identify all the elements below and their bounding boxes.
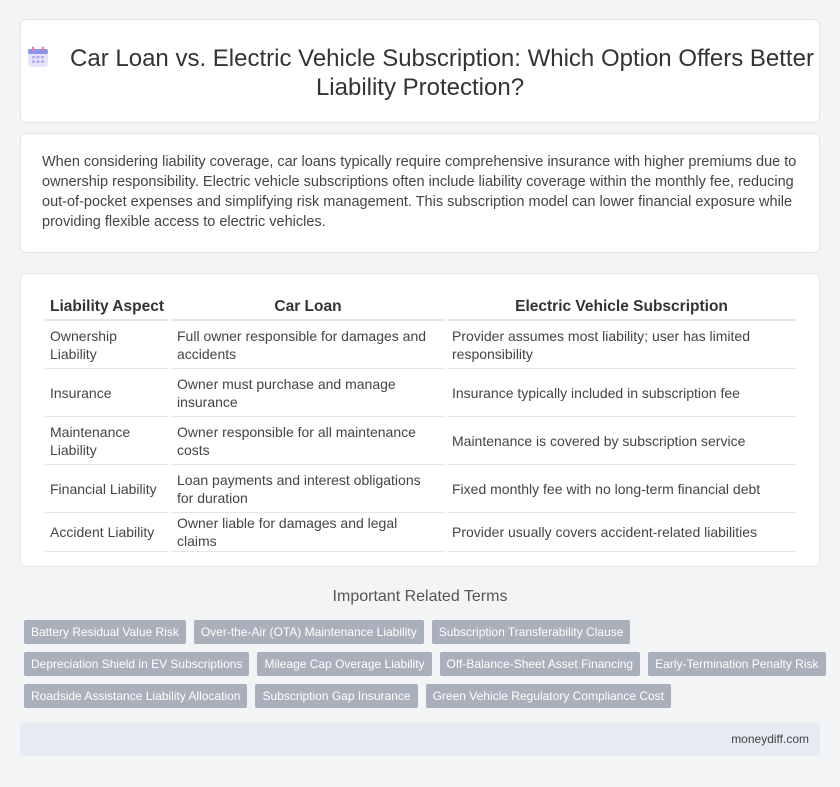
row-ev-subscription: Provider usually covers accident-related liabilities bbox=[447, 513, 796, 552]
row-ev-subscription: Insurance typically included in subscription fee bbox=[447, 369, 796, 417]
intro-paragraph: When considering liability coverage, car loans typically require comprehensive insurance with higher premiums due to ownership responsibility. Electric vehicle subscriptions often include liability coverage within the monthly fee, reducing out-of-pocket expenses and simplifying risk management. This subscription model can lower financial exposure while providing flexible access to electric vehicles. bbox=[42, 154, 797, 230]
related-tags-row bbox=[24, 620, 630, 644]
related-tag[interactable]: Depreciation Shield in EV Subscriptions bbox=[24, 652, 249, 676]
related-tag[interactable]: Battery Residual Value Risk bbox=[24, 620, 186, 644]
row-aspect: Accident Liability bbox=[45, 513, 169, 552]
column-header-ev-subscription: Electric Vehicle Subscription bbox=[447, 295, 796, 321]
related-tag[interactable]: Over-the-Air (OTA) Maintenance Liability bbox=[194, 620, 424, 644]
row-car-loan: Owner liable for damages and legal claims bbox=[172, 513, 444, 552]
related-tag[interactable]: Green Vehicle Regulatory Compliance Cost bbox=[426, 684, 671, 708]
table-header-row bbox=[45, 295, 796, 321]
footer bbox=[20, 723, 820, 756]
row-aspect: Maintenance Liability bbox=[45, 417, 169, 465]
comparison-table-card bbox=[20, 273, 820, 567]
row-aspect: Insurance bbox=[45, 369, 169, 417]
row-car-loan: Loan payments and interest obligations for duration bbox=[172, 465, 444, 513]
row-car-loan: Owner must purchase and manage insurance bbox=[172, 369, 444, 417]
intro-card bbox=[20, 133, 820, 253]
related-terms-title: Important Related Terms bbox=[332, 588, 508, 605]
comparison-table bbox=[42, 295, 799, 552]
table-row bbox=[45, 369, 796, 417]
table-row bbox=[45, 513, 796, 552]
column-header-car-loan: Car Loan bbox=[172, 295, 444, 321]
related-tag[interactable]: Off-Balance-Sheet Asset Financing bbox=[440, 652, 641, 676]
row-ev-subscription: Fixed monthly fee with no long-term financial debt bbox=[447, 465, 796, 513]
page-title-wrap bbox=[21, 44, 819, 102]
footer-site-link[interactable]: moneydiff.com bbox=[731, 732, 809, 746]
row-aspect: Financial Liability bbox=[45, 465, 169, 513]
row-ev-subscription: Provider assumes most liability; user has limited responsibility bbox=[447, 321, 796, 369]
page-title: Car Loan vs. Electric Vehicle Subscription: Which Option Offers Better Liability Protection? bbox=[70, 45, 814, 101]
header-card bbox=[20, 19, 820, 123]
table-row bbox=[45, 417, 796, 465]
table-row bbox=[45, 465, 796, 513]
related-tag[interactable]: Mileage Cap Overage Liability bbox=[257, 652, 431, 676]
row-ev-subscription: Maintenance is covered by subscription service bbox=[447, 417, 796, 465]
row-car-loan: Owner responsible for all maintenance costs bbox=[172, 417, 444, 465]
related-tag[interactable]: Subscription Transferability Clause bbox=[432, 620, 631, 644]
related-tag[interactable]: Roadside Assistance Liability Allocation bbox=[24, 684, 247, 708]
row-car-loan: Full owner responsible for damages and accidents bbox=[172, 321, 444, 369]
calendar-icon bbox=[26, 45, 50, 69]
related-tags-row bbox=[24, 684, 671, 708]
table-row bbox=[45, 321, 796, 369]
column-header-aspect: Liability Aspect bbox=[45, 295, 169, 321]
related-tags-row bbox=[24, 652, 826, 676]
related-tag[interactable]: Early-Termination Penalty Risk bbox=[648, 652, 825, 676]
related-tag[interactable]: Subscription Gap Insurance bbox=[255, 684, 417, 708]
row-aspect: Ownership Liability bbox=[45, 321, 169, 369]
